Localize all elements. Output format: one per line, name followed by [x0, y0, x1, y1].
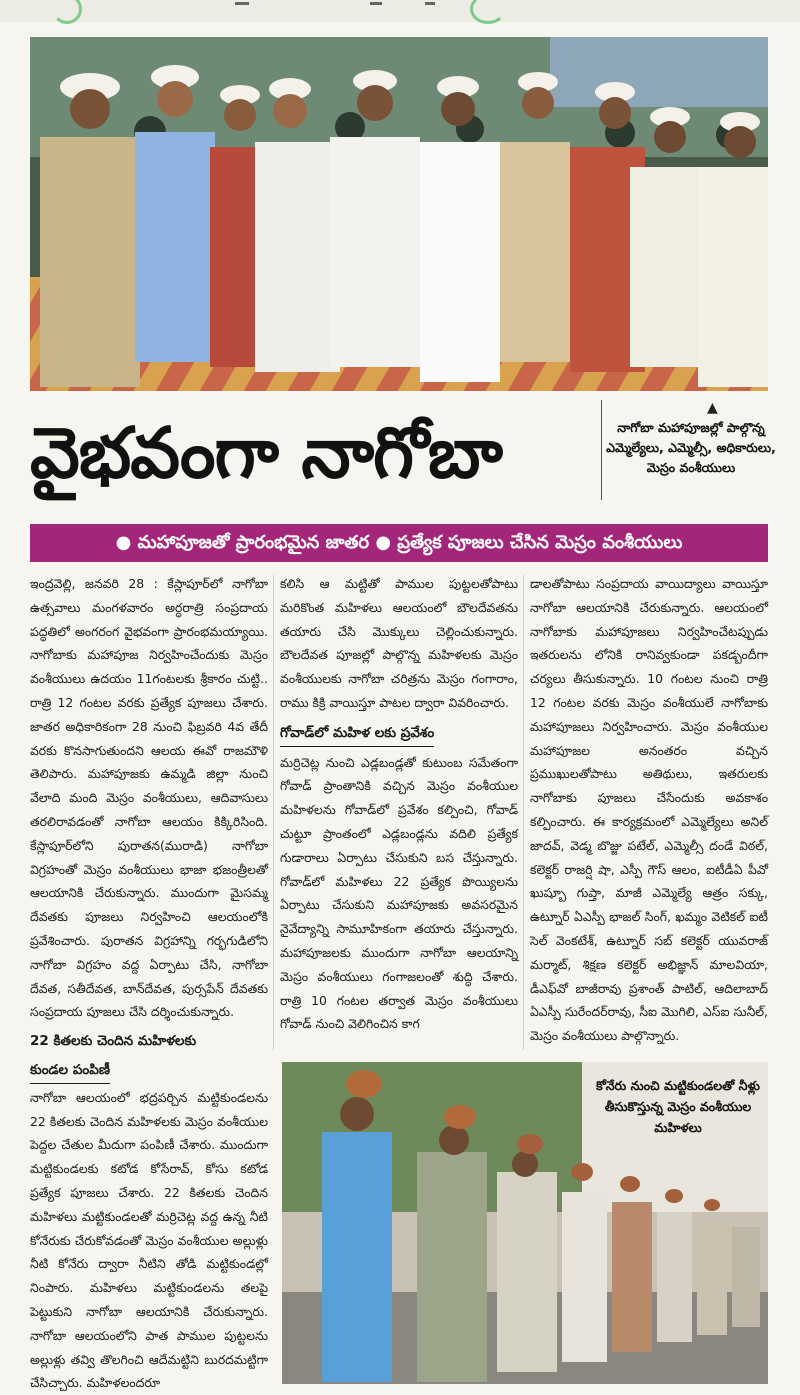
decorative-arc — [52, 0, 82, 24]
paragraph: మర్రిచెట్ల నుంచి ఎడ్లబండ్లతో కుటుంబ సమేతంగా గోవాడ్ ప్రాంతానికి వచ్చిన మెస్రం వంశీయుల మహిళలను గోవాడ్‌లో ప్రవేశం కల్పించి, గోవాడ్ చుట్టూ ప్రాంతంలో ఎడ్లబండ్లను వదిలి ప్రత్యేక గుడారాలు ఏర్పాటు చేసుకుని బస చేస్తున్నారు. గోవాడ్‌లో మహిళలు 22 ప్రత్యేక పొయ్యిలను ఏర్పాటు చేసుకుని మహాపూజకు అవసరమైన నైవేద్యాన్ని సామూహికంగా తయారు చేస్తున్నారు. మహాపూజలకు ముందుగా నాగోబా ఆలయాన్ని మెస్రం వంశీయులు గంగాజలంతో శుద్ధి చేశారు. రాత్రి 10 గంటల తర్వాత మెస్రం వంశీయులు గోవాడ్ నుంచి వెలిగించిన కాగ — [280, 754, 518, 1032]
cutoff-text — [425, 2, 435, 5]
cutoff-text — [370, 2, 382, 5]
cutoff-text — [235, 2, 249, 5]
paragraph: డాలతోపాటు సంప్రదాయ వాయిద్యాలు వాయిస్తూ నాగోబా ఆలయానికి చేరుకున్నారు. ఆలయంలో నాగోబాకు మహాపూజలు నిర్వహించేటప్పుడు ఇతరులను లోనికి రానివ్వకుండా పకడ్బందీగా చర్యలు తీసుకున్నారు. 10 గంటల నుంచి రాత్రి 12 గంటల వరకు మెస్రం వంశీయులే నాగోబాకు మహాపూజలు నిర్వహించారు. మెస్రం వంశీయుల మహాపూజల అనంతరం వచ్చిన ప్రముఖులతోపాటు అతిథులు, ఇతరులకు నాగోబాకు పూజలు చేసేందుకు అవకాశం కల్పించారు. ఈ కార్యక్రమంలో ఎమ్మెల్యేలు అనిల్ జాదవ్, వెడ్మ బొజ్జు పటేల్, ఎమ్మెల్సీ దండే విఠల్, కలెక్టర్ రాజర్షి షా, ఎస్పీ గౌస్ ఆలం, ఐటీడీఏ పీవో ఖుష్బూ గుప్తా, మాజీ ఎమ్మెల్యే ఆత్రం సక్కు, ఉట్నూర్ ఏఎస్పీ భాజల్ సింగ్, ఖమ్మం వెటికల్ ఐటీ సెల్ వెంకటేశ్, ఉట్నూర్ సబ్ కలెక్టర్ యువరాజ్ మర్మాట్, శిక్షణ కలెక్టర్ అభిజ్ఞాన్ మాలవియా, డీఎఫ్‌వో బాజీరావు ప్రశాంత్ పాటిల్, ఆదిలాబాద్ ఏఎస్పీ సురేందర్‌రావు, సీఐ మొగిలి, ఎస్ఐ సునీల్, మెస్రం వంశీయులు పాల్గొన్నారు. — [530, 576, 768, 1044]
subheading: 22 కితలకు చెందిన మహిళలకు — [30, 1033, 197, 1050]
paragraph: కలిసి ఆ మట్టితో పాముల పుట్టలతోపాటు మరికొంత మహిళలు ఆలయంలో బౌలదేవతను తయారు చేసి మొక్కులు చెల్లించుకున్నారు. బౌలదేవత పూజల్లో పాల్గొన్న మహిళలకు మెస్రం వంశీయులకు నాగోబా చరిత్రను మెస్రం గంగారాం, రాము కిక్రి వాయిస్తూ పాటల ద్వారా వివరించారు. — [280, 576, 518, 710]
subheading: కుండల పంపిణీ — [30, 1059, 110, 1084]
photo-caption: కోనేరు నుంచి మట్టికుండలతో నీళ్లు తీసుకొస్తున్న మెస్రం వంశీయుల మహిళలు — [596, 1078, 760, 1135]
previous-page-strip — [0, 0, 800, 22]
paragraph: నాగోబా ఆలయంలో భద్రపర్చిన మట్టికుండలను 22 కితలకు చెందిన మహిళలకు మెస్రం వంశీయుల పెద్దల చేతుల మీదుగా పంపిణీ చేశారు. ముందుగా మట్టికుండలకు కటోడ కోసేరావ్, కోసు కటోడ ప్రత్యేక పూజలు చేశారు. 22 కితలకు చెందిన మహిళలు మట్టికుండలతో మర్రిచెట్ల వద్ద ఉన్న నీటి కోనేరుకు చేరుకోవడంతో మెస్రం వంశీయుల అల్లుళ్లు నీటి కోనేరు ద్వారా నీటిని తోడి మట్టికుండల్లో నింపారు. మహిళలు మట్టికుండలను తలపై పెట్టుకుని నాగోబా ఆలయానికి చేరుకున్నారు. నాగోబా ఆలయంలోని పాత పాముల పుట్టలను అల్లుళ్లు తవ్వి తొలగించి ఆదేమట్టిని బురదమట్టిగా చేసిచ్చారు. మహిళలందరూ — [30, 1089, 268, 1391]
headline: వైభవంగా నాగోబా — [30, 412, 502, 494]
column-rule — [273, 575, 274, 1050]
article-column-2 — [280, 572, 518, 1036]
paragraph: ఇంద్రవెల్లి, జనవరి 28 : కేస్లాపూర్‌లో నాగోబా ఉత్సవాలు మంగళవారం అర్ధరాత్రి సంప్రదాయ పద్ధతిలో అంగరంగ వైభవంగా ప్రారంభమయ్యాయి. నాగోబాకు మహాపూజ నిర్వహించేందుకు మెస్రం వంశీయులు ఉదయం 11గంటలకు శ్రీకారం చుట్టి.. రాత్రి 12 గంటల వరకు ప్రత్యేక పూజలు చేశారు. జాతర అధికారికంగా 28 నుంచి ఫిబ్రవరి 4వ తేదీ వరకు కొనసాగుతుందని ఆలయ ఈవో రాజమౌళి తెలిపారు. మహాపూజకు ఉమ్మడి జిల్లా నుంచి వేలాది మంది మెస్రం వంశీయులు, ఆదివాసులు తరలిరావడంతో నాగోబా ఆలయం కిక్కిరిసింది. కేస్లాపూర్‌లోని పురాతన(మురాడి) నాగోబా విగ్రహంతో మెస్రం వంశీయులు భాజా భజంత్రీలతో ఆలయానికి చేరుకున్నారు. ముందుగా మైసమ్మ దేవతకు పూజలు నిర్వహించి ఆలయంలోకి ప్రవేశించారు. పురాతన విగ్రహాన్ని గర్భగుడిలోని నాగోబా విగ్రహం వద్ద ఏర్పాటు చేసి, నాగోబా దేవత, సతీదేవత, బాన్‌దేవత, పుర్సపేన్ దేవతకు సంప్రదాయ పూజలు చేసి దర్శించుకున్నారు. — [30, 576, 268, 1020]
photo-caption: నాగోబా మహాపూజల్లో పాల్గొన్న ఎమ్మెల్యేలు, ఎమ్మెల్సీ, అధికారులు, మెస్రం వంశీయులు — [606, 420, 776, 475]
caret-icon: ▲ — [707, 400, 718, 416]
officials-group-photo — [30, 37, 768, 391]
article-column-1 — [30, 572, 268, 1395]
highlights-banner: ● మహాపూజతో ప్రారంభమైన జాతర ● ప్రత్యేక పూజలు చేసిన మెస్రం వంశీయులు — [30, 524, 768, 562]
article-column-3 — [530, 572, 768, 1048]
subheading: గోవాడ్‌లో మహిళ లకు ప్రవేశం — [280, 722, 434, 747]
headline-divider — [601, 400, 602, 500]
column-rule — [523, 575, 524, 1050]
decorative-arc — [470, 0, 506, 24]
